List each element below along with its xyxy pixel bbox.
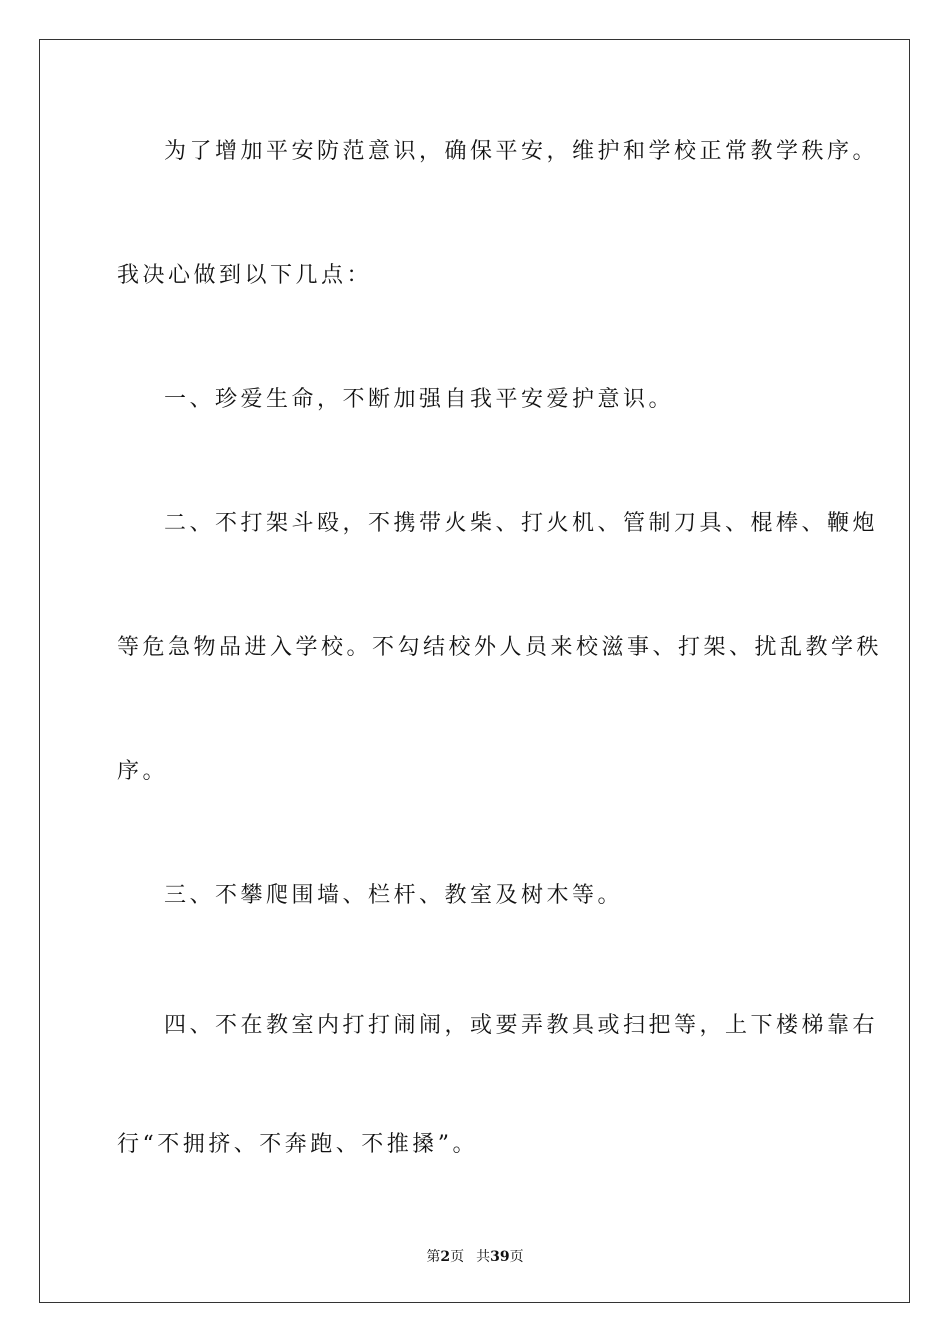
footer-page-prefix: 第 <box>426 1249 441 1265</box>
page-footer <box>0 1248 950 1266</box>
page-border <box>39 39 910 1303</box>
footer-total-prefix: 共 <box>476 1249 491 1265</box>
paragraph-line-4: 二、不打架斗殴，不携带火柴、打火机、管制刀具、棍棒、鞭炮 <box>164 511 879 536</box>
paragraph-line-1: 为了增加平安防范意识，确保平安，维护和学校正常教学秩序。 <box>164 139 879 164</box>
footer-page-suffix: 页 <box>450 1249 465 1265</box>
paragraph-line-7: 三、不攀爬围墙、栏杆、教室及树木等。 <box>164 883 624 908</box>
paragraph-line-8: 四、不在教室内打打闹闹，或要弄教具或扫把等，上下楼梯靠右 <box>164 1013 879 1038</box>
footer-total-pages: 39 <box>490 1249 510 1265</box>
paragraph-line-9: 行“不拥挤、不奔跑、不推搡”。 <box>117 1132 478 1157</box>
paragraph-line-2: 我决心做到以下几点： <box>117 263 373 288</box>
paragraph-line-3: 一、珍爱生命，不断加强自我平安爱护意识。 <box>164 387 675 412</box>
footer-page-number: 2 <box>440 1249 451 1265</box>
footer-total-suffix: 页 <box>509 1249 524 1265</box>
paragraph-line-5: 等危急物品进入学校。不勾结校外人员来校滋事、打架、扰乱教学秩 <box>117 635 883 660</box>
paragraph-line-6: 序。 <box>117 759 169 784</box>
